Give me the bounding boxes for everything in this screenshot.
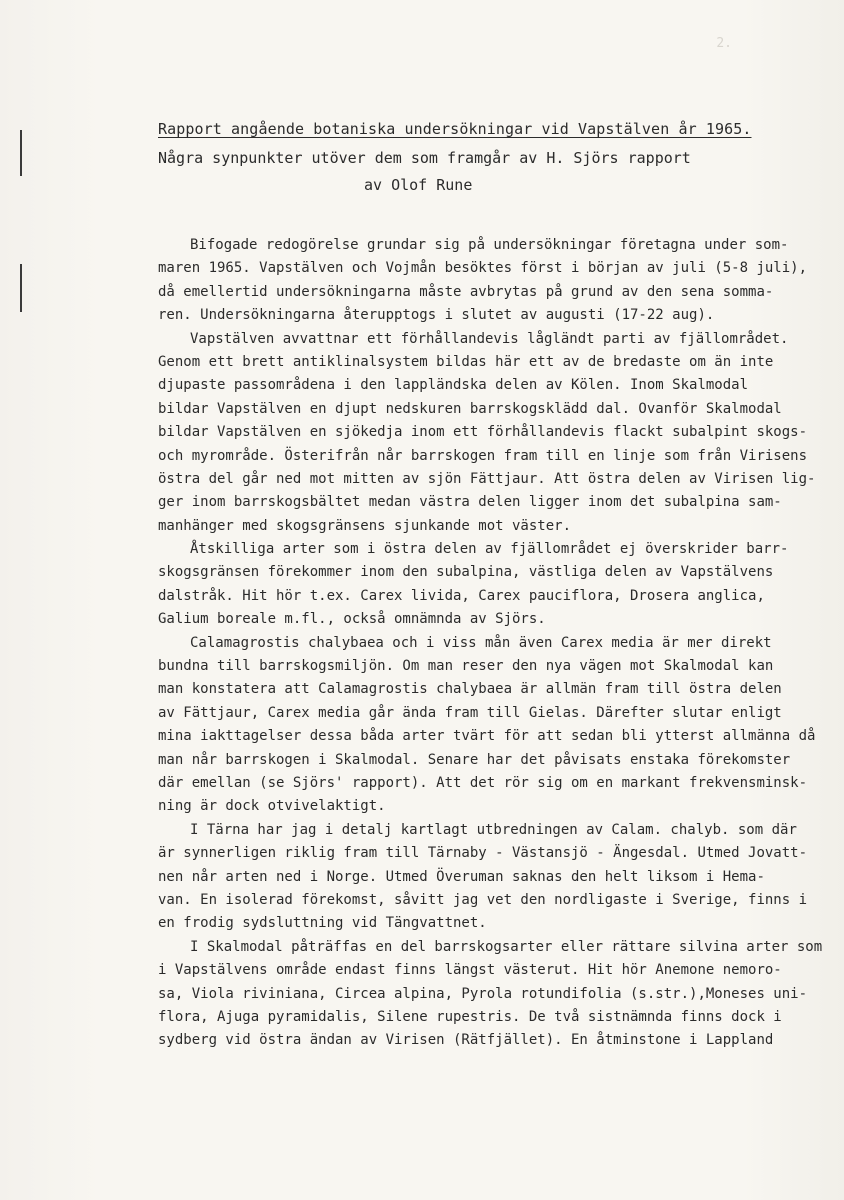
- text-line: djupaste passområdena i den lappländska delen av Kölen. Inom Skalmodal: [158, 377, 749, 394]
- text-line: manhänger med skogsgränsens sjunkande mot väster.: [158, 517, 572, 534]
- paragraph: [158, 328, 818, 539]
- text-line: I Tärna har jag i detalj kartlagt utbredningen av Calam. chalyb. som där: [190, 821, 797, 838]
- text-line: bildar Vapstälven en sjökedja inom ett förhållandevis flackt subalpint skogs-: [158, 424, 808, 441]
- text-line: sa, Viola riviniana, Circea alpina, Pyrola rotundifolia (s.str.),Moneses uni-: [158, 985, 808, 1002]
- text-line: flora, Ajuga pyramidalis, Silene rupestris. De två sistnämnda finns dock i: [158, 1008, 782, 1025]
- report-title: Rapport angående botaniska undersökningar vid Vapstälven år 1965.: [158, 120, 752, 138]
- text-line: nen når arten ned i Norge. Utmed Överuman saknas den helt liksom i Hema-: [158, 868, 765, 885]
- report-subtitle: Några synpunkter utöver dem som framgår av H. Sjörs rapport: [158, 149, 691, 167]
- paragraph: [158, 936, 823, 1053]
- text-line: Åtskilliga arter som i östra delen av fjällområdet ej överskrider barr-: [190, 541, 789, 558]
- text-line: skogsgränsen förekommer inom den subalpina, västliga delen av Vapstälvens: [158, 564, 774, 581]
- text-line: då emellertid undersökningarna måste avbrytas på grund av den sena somma-: [158, 283, 774, 300]
- text-line: i Vapstälvens område endast finns längst västerut. Hit hör Anemone nemoro-: [158, 962, 782, 979]
- report-author: av Olof Rune: [364, 176, 473, 194]
- report-body: [158, 234, 823, 1053]
- text-line: Vapstälven avvattnar ett förhållandevis lågländt parti av fjällområdet.: [190, 330, 789, 347]
- text-line: ger inom barrskogsbältet medan västra delen ligger inom det subalpina sam-: [158, 494, 782, 511]
- text-line: Calamagrostis chalybaea och i viss mån även Carex media är mer direkt: [190, 634, 772, 651]
- text-line: ning är dock otvivelaktigt.: [158, 798, 386, 815]
- paragraph: [158, 819, 818, 936]
- paragraph: [158, 632, 818, 819]
- text-line: man konstatera att Calamagrostis chalybaea är allmän fram till östra delen: [158, 681, 782, 698]
- text-line: Genom ett brett antiklinalsystem bildas här ett av de bredaste om än inte: [158, 353, 774, 370]
- text-line: sydberg vid östra ändan av Virisen (Rätfjället). En åtminstone i Lappland: [158, 1032, 774, 1049]
- text-line: bildar Vapstälven en djupt nedskuren barrskogsklädd dal. Ovanför Skalmodal: [158, 400, 782, 417]
- text-line: bundna till barrskogsmiljön. Om man reser den nya vägen mot Skalmodal kan: [158, 658, 774, 675]
- text-line: van. En isolerad förekomst, såvitt jag vet den nordligaste i Sverige, finns i: [158, 891, 808, 908]
- paragraph: [158, 538, 818, 632]
- margin-bar-mark: [20, 264, 22, 312]
- text-line: en frodig sydsluttning vid Tängvattnet.: [158, 915, 487, 932]
- text-line: östra del går ned mot mitten av sjön Fättjaur. Att östra delen av Virisen lig-: [158, 470, 816, 487]
- text-line: maren 1965. Vapstälven och Vojmån besöktes först i början av juli (5-8 juli),: [158, 260, 808, 277]
- text-line: dalstråk. Hit hör t.ex. Carex livida, Carex pauciflora, Drosera anglica,: [158, 587, 765, 604]
- text-line: och myrområde. Österifrån når barrskogen fram till en linje som från Virisens: [158, 447, 808, 464]
- text-line: ren. Undersökningarna återupptogs i slutet av augusti (17-22 aug).: [158, 307, 715, 324]
- margin-bar-mark: [20, 130, 22, 176]
- page-number: 2.: [716, 36, 732, 51]
- text-line: av Fättjaur, Carex media går ända fram till Gielas. Därefter slutar enligt: [158, 704, 782, 721]
- text-line: är synnerligen riklig fram till Tärnaby - Västansjö - Ängesdal. Utmed Jovatt-: [158, 845, 808, 862]
- text-line: Bifogade redogörelse grundar sig på undersökningar företagna under som-: [190, 237, 789, 253]
- text-line: mina iakttagelser dessa båda arter tvärt för att sedan bli ytterst allmänna då: [158, 728, 816, 745]
- paragraph: [158, 234, 818, 328]
- text-line: Galium boreale m.fl., också omnämnda av Sjörs.: [158, 611, 546, 628]
- text-line: där emellan (se Sjörs' rapport). Att det rör sig om en markant frekvensminsk-: [158, 774, 808, 791]
- text-line: I Skalmodal påträffas en del barrskogsarter eller rättare silvina arter som: [190, 938, 823, 955]
- text-line: man når barrskogen i Skalmodal. Senare har det påvisats enstaka förekomster: [158, 751, 791, 768]
